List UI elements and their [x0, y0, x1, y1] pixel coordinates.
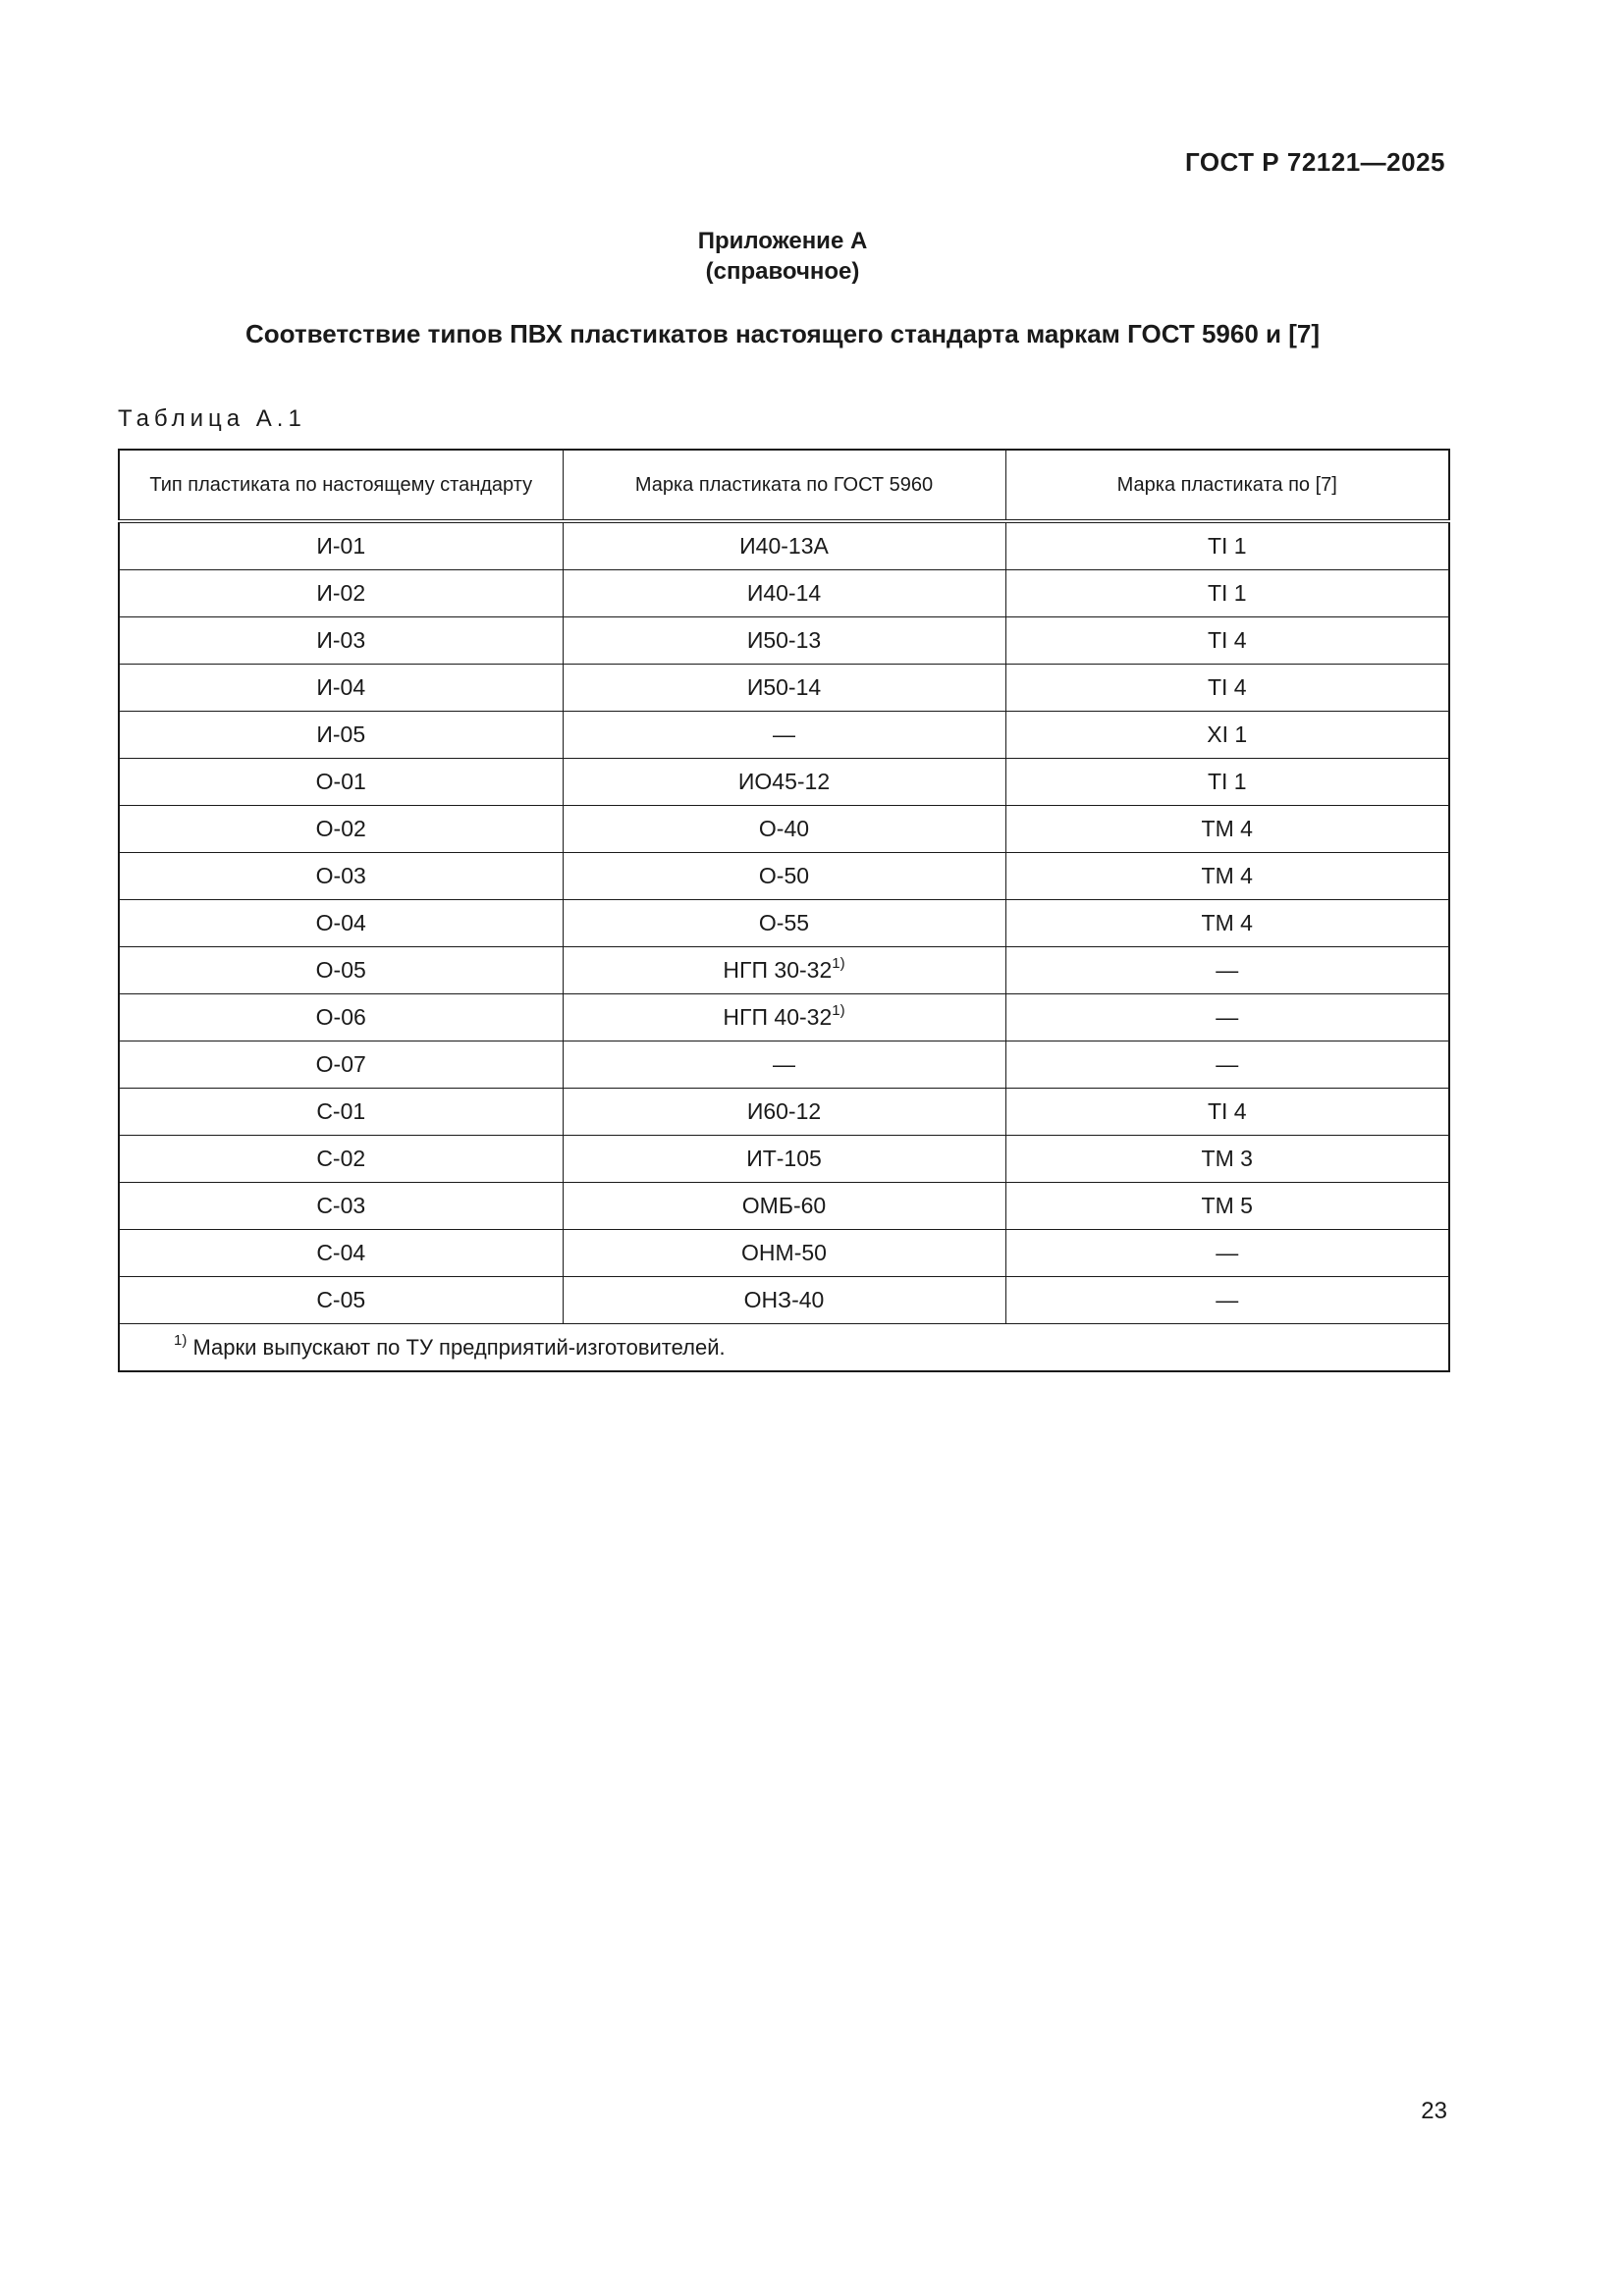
- cell-type: [119, 665, 563, 712]
- cell-ref-mark-text: —: [1216, 1051, 1239, 1077]
- cell-ref-mark: [1005, 806, 1449, 853]
- cell-ref-mark-text: TI 1: [1207, 769, 1247, 794]
- table-row: [119, 1183, 1449, 1230]
- table-row: [119, 947, 1449, 994]
- cell-gost-mark-text: ИТ-105: [746, 1146, 822, 1171]
- cell-type: [119, 759, 563, 806]
- cell-type-text: С-03: [316, 1193, 366, 1218]
- table-row: [119, 521, 1449, 570]
- cell-ref-mark: [1005, 665, 1449, 712]
- cell-gost-mark-text: —: [773, 1051, 795, 1077]
- cell-ref-mark-text: ТМ 4: [1201, 910, 1253, 935]
- cell-gost-mark: [563, 665, 1005, 712]
- cell-gost-mark: [563, 947, 1005, 994]
- cell-type-text: С-04: [316, 1240, 366, 1265]
- cell-type: [119, 1230, 563, 1277]
- table-row: [119, 1089, 1449, 1136]
- cell-ref-mark-text: XI 1: [1207, 721, 1248, 747]
- cell-type-text: О-01: [315, 769, 366, 794]
- cell-gost-mark: [563, 712, 1005, 759]
- cell-gost-mark: [563, 1089, 1005, 1136]
- cell-gost-mark-text: —: [773, 721, 795, 747]
- cell-gost-mark: [563, 759, 1005, 806]
- cell-type: [119, 570, 563, 617]
- cell-type: [119, 947, 563, 994]
- cell-gost-mark-text: И40-14: [746, 580, 822, 606]
- cell-gost-mark-text: НГП 40-32: [723, 1004, 833, 1030]
- cell-type-text: И-04: [316, 674, 366, 700]
- cell-type: [119, 712, 563, 759]
- cell-gost-mark: [563, 1277, 1005, 1324]
- table-row: [119, 1041, 1449, 1089]
- footnote-marker: 1): [174, 1331, 188, 1349]
- appendix-title: Приложение А: [697, 228, 868, 254]
- cell-ref-mark: [1005, 712, 1449, 759]
- table-row: [119, 1277, 1449, 1324]
- appendix-subtitle: (справочное): [705, 258, 860, 285]
- cell-type-text: И-05: [316, 721, 366, 747]
- cell-ref-mark-text: TI 4: [1207, 627, 1247, 653]
- table-body: [119, 521, 1449, 1324]
- footnote-text: Марки выпускают по ТУ предприятий-изготовителей.: [187, 1334, 726, 1360]
- cell-type-text: И-03: [316, 627, 366, 653]
- cell-ref-mark: [1005, 759, 1449, 806]
- cell-gost-mark-text: И50-14: [746, 674, 822, 700]
- cell-type-text: С-02: [316, 1146, 366, 1171]
- cell-type-text: О-06: [315, 1004, 366, 1030]
- cell-type-text: И-02: [316, 580, 366, 606]
- cell-gost-mark-text: ИО45-12: [737, 769, 831, 794]
- table-row: [119, 1136, 1449, 1183]
- cell-type-text: О-03: [315, 863, 366, 888]
- cell-ref-mark-text: ТМ 4: [1201, 816, 1253, 841]
- cell-ref-mark: [1005, 1136, 1449, 1183]
- appendix-title-block: [0, 226, 1565, 287]
- table-header-row: [119, 450, 1449, 521]
- cell-ref-mark: [1005, 1230, 1449, 1277]
- cell-type-text: С-05: [316, 1287, 366, 1312]
- cell-ref-mark: [1005, 1277, 1449, 1324]
- cell-type-text: О-07: [315, 1051, 366, 1077]
- table-row: [119, 617, 1449, 665]
- cell-ref-mark-text: TI 1: [1207, 533, 1247, 559]
- cell-ref-mark-text: —: [1216, 1287, 1239, 1312]
- table-row: [119, 900, 1449, 947]
- cell-gost-mark-text: О-50: [758, 863, 810, 888]
- cell-ref-mark-text: —: [1216, 957, 1239, 983]
- cell-ref-mark: [1005, 853, 1449, 900]
- table-row: [119, 994, 1449, 1041]
- cell-gost-mark-text: И60-12: [746, 1098, 822, 1124]
- cell-type-text: О-05: [315, 957, 366, 983]
- table-row: [119, 1230, 1449, 1277]
- cell-ref-mark-text: —: [1216, 1004, 1239, 1030]
- cell-type-text: И-01: [316, 533, 366, 559]
- cell-gost-mark: [563, 1183, 1005, 1230]
- cell-type: [119, 1041, 563, 1089]
- cell-ref-mark: [1005, 617, 1449, 665]
- cell-gost-mark: [563, 1230, 1005, 1277]
- cell-type: [119, 1136, 563, 1183]
- cell-ref-mark: [1005, 900, 1449, 947]
- cell-type: [119, 1089, 563, 1136]
- table-row: [119, 570, 1449, 617]
- table-footnote-row: [119, 1324, 1449, 1372]
- table-row: [119, 853, 1449, 900]
- cell-gost-mark: [563, 617, 1005, 665]
- cell-gost-mark: [563, 570, 1005, 617]
- column-header-ref-mark: Марка пластиката по [7]: [1005, 450, 1449, 521]
- cell-gost-mark: [563, 1041, 1005, 1089]
- cell-gost-mark-text: НГП 30-32: [723, 957, 833, 983]
- section-heading: Соответствие типов ПВХ пластикатов настоящего стандарта маркам ГОСТ 5960 и [7]: [244, 319, 1321, 348]
- cell-ref-mark: [1005, 994, 1449, 1041]
- cell-gost-mark: [563, 521, 1005, 570]
- table-row: [119, 759, 1449, 806]
- table-row: [119, 712, 1449, 759]
- table-row: [119, 665, 1449, 712]
- cell-type-text: О-04: [315, 910, 366, 935]
- cell-gost-mark-text: И50-13: [746, 627, 822, 653]
- cell-ref-mark: [1005, 1183, 1449, 1230]
- cell-gost-mark-text: О-40: [758, 816, 810, 841]
- cell-ref-mark: [1005, 521, 1449, 570]
- cell-gost-mark-text: ОНМ-50: [741, 1240, 827, 1265]
- cell-type: [119, 994, 563, 1041]
- table-row: [119, 806, 1449, 853]
- cell-gost-mark-text: ОМБ-60: [741, 1193, 827, 1218]
- cell-ref-mark-text: ТМ 5: [1201, 1193, 1253, 1218]
- cell-gost-mark: [563, 1136, 1005, 1183]
- table-caption: Таблица А.1: [118, 405, 306, 432]
- cell-type: [119, 853, 563, 900]
- cell-ref-mark-text: ТМ 4: [1201, 863, 1253, 888]
- cell-ref-mark: [1005, 1041, 1449, 1089]
- cell-ref-mark: [1005, 570, 1449, 617]
- cell-gost-mark: [563, 994, 1005, 1041]
- cell-gost-mark-text: ОНЗ-40: [743, 1287, 825, 1312]
- cell-type-text: О-02: [315, 816, 366, 841]
- column-header-type: Тип пластиката по настоящему стандарту: [119, 450, 563, 521]
- cell-ref-mark-text: ТМ 3: [1201, 1146, 1253, 1171]
- column-header-gost-mark: Марка пластиката по ГОСТ 5960: [563, 450, 1005, 521]
- footnote-reference: 1): [832, 955, 845, 972]
- cell-type: [119, 900, 563, 947]
- cell-gost-mark: [563, 900, 1005, 947]
- table-footnote: [119, 1324, 1449, 1372]
- document-code: ГОСТ Р 72121—2025: [1184, 147, 1445, 177]
- cell-type: [119, 1277, 563, 1324]
- cell-gost-mark-text: И40-13А: [739, 533, 829, 559]
- cell-gost-mark-text: О-55: [758, 910, 810, 935]
- cell-ref-mark: [1005, 1089, 1449, 1136]
- cell-type: [119, 1183, 563, 1230]
- cell-ref-mark: [1005, 947, 1449, 994]
- cell-type: [119, 806, 563, 853]
- cell-type: [119, 521, 563, 570]
- page-number: 23: [1421, 2098, 1447, 2124]
- cell-ref-mark-text: TI 4: [1207, 674, 1247, 700]
- cell-ref-mark-text: TI 4: [1207, 1098, 1247, 1124]
- cell-type: [119, 617, 563, 665]
- cell-ref-mark-text: TI 1: [1207, 580, 1247, 606]
- footnote-reference: 1): [832, 1002, 845, 1019]
- cell-gost-mark: [563, 806, 1005, 853]
- cell-gost-mark: [563, 853, 1005, 900]
- correspondence-table: [118, 449, 1450, 1372]
- cell-ref-mark-text: —: [1216, 1240, 1239, 1265]
- cell-type-text: С-01: [316, 1098, 366, 1124]
